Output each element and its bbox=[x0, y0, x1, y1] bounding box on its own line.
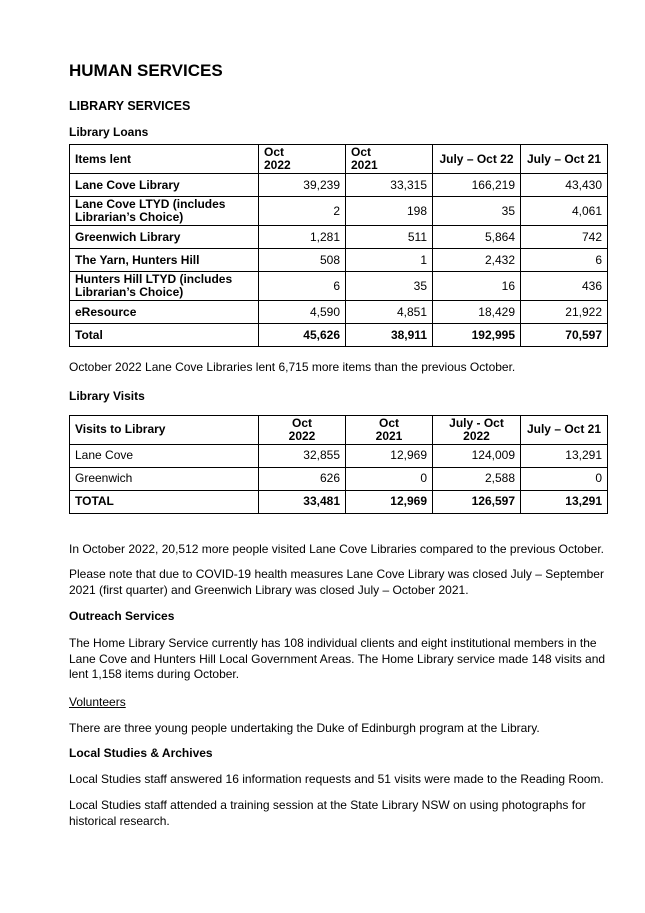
loans-header-july-oct-22: July – Oct 22 bbox=[433, 145, 521, 174]
visits-cell: 13,291 bbox=[521, 490, 608, 513]
loans-cell-label: Hunters Hill LTYD (includes Librarian’s Choice) bbox=[70, 272, 259, 301]
visits-cell-label: Greenwich bbox=[70, 467, 259, 490]
loans-cell: 192,995 bbox=[433, 324, 521, 347]
loans-cell: 45,626 bbox=[259, 324, 346, 347]
loans-cell: 35 bbox=[433, 197, 521, 226]
visits-cell: 32,855 bbox=[259, 444, 346, 467]
visits-cell: 33,481 bbox=[259, 490, 346, 513]
visits-cell: 626 bbox=[259, 467, 346, 490]
loans-cell: 2 bbox=[259, 197, 346, 226]
loans-cell-label: Lane Cove LTYD (includes Librarian’s Choice) bbox=[70, 197, 259, 226]
visits-cell: 126,597 bbox=[433, 490, 521, 513]
local-studies-text-2: Local Studies staff attended a training session at the State Library NSW on using photographs for historical research. bbox=[69, 798, 586, 828]
visits-header-july-oct-2022: July - Oct 2022 bbox=[433, 415, 521, 444]
loans-cell: 5,864 bbox=[433, 226, 521, 249]
table-row bbox=[70, 272, 608, 301]
loans-cell: 35 bbox=[346, 272, 433, 301]
visits-cell: 0 bbox=[521, 467, 608, 490]
loans-cell: 1 bbox=[346, 249, 433, 272]
loans-cell-label: Greenwich Library bbox=[70, 226, 259, 249]
visits-header-oct-2021: Oct 2021 bbox=[346, 415, 433, 444]
outreach-heading: Outreach Services bbox=[69, 609, 175, 623]
loans-cell: 436 bbox=[521, 272, 608, 301]
loans-cell: 4,590 bbox=[259, 301, 346, 324]
visits-cell: 12,969 bbox=[346, 490, 433, 513]
loans-cell: 70,597 bbox=[521, 324, 608, 347]
visits-cell: 13,291 bbox=[521, 444, 608, 467]
section-heading: LIBRARY SERVICES bbox=[69, 99, 191, 113]
loans-header-oct-2021: Oct 2021 bbox=[346, 145, 433, 174]
visits-cell-label: Lane Cove bbox=[70, 444, 259, 467]
loans-cell: 166,219 bbox=[433, 174, 521, 197]
visits-table bbox=[69, 415, 608, 514]
table-row bbox=[70, 197, 608, 226]
local-studies-text-1: Local Studies staff answered 16 information requests and 51 visits were made to the Reading Room. bbox=[69, 771, 604, 786]
loans-cell: 39,239 bbox=[259, 174, 346, 197]
loans-cell: 198 bbox=[346, 197, 433, 226]
volunteers-heading: Volunteers bbox=[69, 694, 126, 709]
visits-heading: Library Visits bbox=[69, 388, 145, 403]
visits-cell: 124,009 bbox=[433, 444, 521, 467]
loans-cell-label: Total bbox=[70, 324, 259, 347]
table-row-total bbox=[70, 490, 608, 513]
table-row bbox=[70, 301, 608, 324]
local-studies-heading: Local Studies & Archives bbox=[69, 745, 213, 760]
table-row bbox=[70, 226, 608, 249]
covid-note: Please note that due to COVID-19 health measures Lane Cove Library was closed July – September 2021 (first quarter) and Greenwich Library was closed July – October 2021. bbox=[69, 567, 604, 597]
visits-header-row bbox=[70, 415, 608, 444]
loans-table bbox=[69, 144, 608, 347]
loans-cell: 511 bbox=[346, 226, 433, 249]
outreach-text: The Home Library Service currently has 108 individual clients and eight institutional members in the Lane Cove and Hunters Hill Local Government Areas. The Home Library service made 148 visits and lent 1,158 items during October. bbox=[69, 636, 606, 681]
loans-header-oct-2022: Oct 2022 bbox=[259, 145, 346, 174]
visits-header-july-oct-21: July – Oct 21 bbox=[521, 415, 608, 444]
visits-cell: 0 bbox=[346, 467, 433, 490]
page-title: HUMAN SERVICES bbox=[69, 61, 223, 80]
table-row bbox=[70, 249, 608, 272]
loans-cell: 508 bbox=[259, 249, 346, 272]
loans-cell: 38,911 bbox=[346, 324, 433, 347]
visits-summary: In October 2022, 20,512 more people visited Lane Cove Libraries compared to the previous October. bbox=[69, 541, 604, 556]
visits-cell: 2,588 bbox=[433, 467, 521, 490]
loans-header-items: Items lent bbox=[70, 145, 259, 174]
loans-cell-label: The Yarn, Hunters Hill bbox=[70, 249, 259, 272]
loans-header-july-oct-21: July – Oct 21 bbox=[521, 145, 608, 174]
visits-header-oct-2022: Oct 2022 bbox=[259, 415, 346, 444]
loans-heading: Library Loans bbox=[69, 125, 149, 139]
visits-header-label: Visits to Library bbox=[70, 415, 259, 444]
visits-cell: 12,969 bbox=[346, 444, 433, 467]
table-row bbox=[70, 444, 608, 467]
visits-cell-label: TOTAL bbox=[70, 490, 259, 513]
loans-cell: 4,851 bbox=[346, 301, 433, 324]
loans-cell-label: eResource bbox=[70, 301, 259, 324]
loans-cell: 1,281 bbox=[259, 226, 346, 249]
loans-cell: 16 bbox=[433, 272, 521, 301]
loans-cell: 33,315 bbox=[346, 174, 433, 197]
loans-cell: 4,061 bbox=[521, 197, 608, 226]
table-row bbox=[70, 467, 608, 490]
loans-cell: 742 bbox=[521, 226, 608, 249]
loans-cell: 2,432 bbox=[433, 249, 521, 272]
loans-cell: 21,922 bbox=[521, 301, 608, 324]
loans-cell: 6 bbox=[259, 272, 346, 301]
table-row bbox=[70, 174, 608, 197]
loans-cell-label: Lane Cove Library bbox=[70, 174, 259, 197]
loans-cell: 18,429 bbox=[433, 301, 521, 324]
loans-cell: 6 bbox=[521, 249, 608, 272]
loans-header-row bbox=[70, 145, 608, 174]
loans-summary: October 2022 Lane Cove Libraries lent 6,715 more items than the previous October. bbox=[69, 360, 516, 374]
volunteers-text: There are three young people undertaking the Duke of Edinburgh program at the Library. bbox=[69, 721, 540, 735]
loans-cell: 43,430 bbox=[521, 174, 608, 197]
table-row-total bbox=[70, 324, 608, 347]
